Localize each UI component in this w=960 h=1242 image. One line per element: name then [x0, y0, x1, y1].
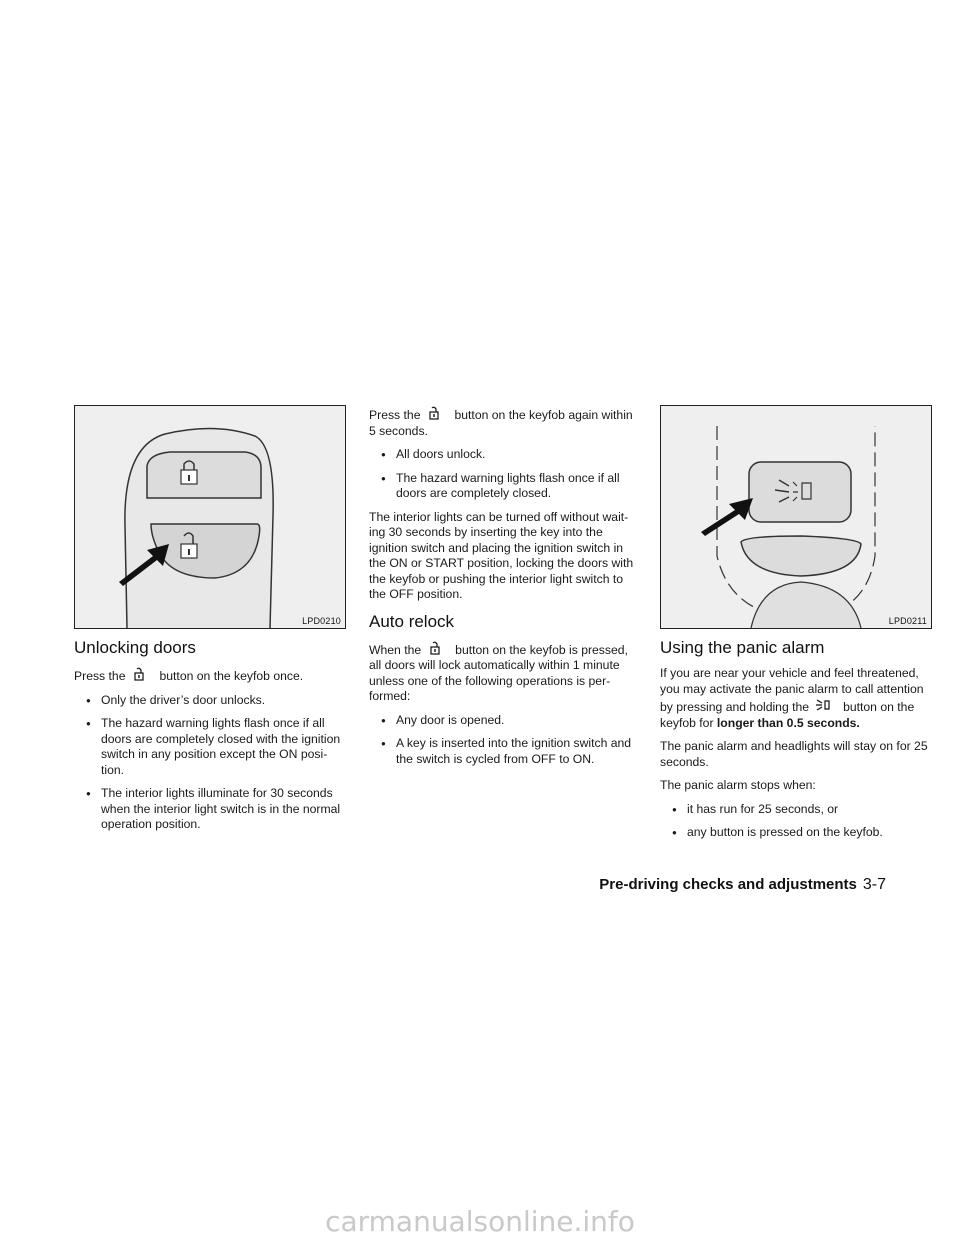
- panic-paragraph-1: The panic alarm and headlights will stay on for 25 seconds.: [660, 739, 928, 769]
- relock-intro: When the button on the keyfob is pressed, all doors will lock automatically within 1 minute unless one of the following operations is per- formed:: [369, 640, 641, 705]
- keyfob-unlock-figure: [74, 405, 346, 629]
- list-item: ● A key is inserted into the ignition switch and the switch is cycled from OFF to ON.: [369, 736, 641, 767]
- list-item: ● The hazard warning lights flash once if all doors are completely closed with the ignition switch in any position except the ON posi- tion.: [74, 716, 346, 778]
- list-item: ● Only the driver’s door unlocks.: [74, 693, 346, 709]
- panic-icon: [815, 697, 831, 713]
- arrow-pointer: [701, 498, 753, 536]
- middle-column: [369, 405, 641, 775]
- unlock-icon: [426, 405, 442, 421]
- again-paragraph: The interior lights can be turned off without wait- ing 30 seconds by inserting the key into the ignition switch and placing the ignition switch in the ON or START position, locking the doors with the keyfob or pushing the interior light switch to the OFF position.: [369, 509, 634, 601]
- page-footer: [599, 876, 886, 894]
- list-item: ● Any door is opened.: [369, 713, 641, 729]
- right-column: [660, 405, 932, 849]
- relock-bullets: [369, 713, 641, 768]
- again-intro: Press the button on the keyfob again within 5 seconds.: [369, 405, 641, 439]
- figure-code: LPD0210: [302, 616, 341, 626]
- list-item: ● it has run for 25 seconds, or: [660, 802, 932, 818]
- panic-heading: Using the panic alarm: [660, 638, 825, 657]
- unlocking-heading: Unlocking doors: [74, 638, 196, 657]
- panic-intro: If you are near your vehicle and feel threatened, you may activate the panic alarm to call attention by pressing and holding the button on the keyfob for longer than 0.5 seconds.: [660, 666, 924, 730]
- keyfob-unlock-illustration: [75, 406, 345, 628]
- list-item: ● The hazard warning lights flash once if all doors are completely closed.: [369, 471, 641, 502]
- list-item: ● All doors unlock.: [369, 447, 641, 463]
- again-bullets: [369, 447, 641, 502]
- page-number: 3-7: [862, 876, 886, 893]
- relock-heading: Auto relock: [369, 611, 455, 631]
- list-item: ● any button is pressed on the keyfob.: [660, 825, 932, 841]
- section-title: Pre-driving checks and adjustments: [599, 876, 857, 893]
- panic-paragraph-2: The panic alarm stops when:: [660, 778, 816, 792]
- unlocking-bullets: [74, 693, 346, 833]
- list-item: ● The interior lights illuminate for 30 seconds when the interior light switch is in the normal operation position.: [74, 786, 346, 833]
- left-column: [74, 405, 346, 841]
- keyfob-panic-figure: [660, 405, 932, 629]
- unlock-icon: [427, 640, 443, 656]
- unlocking-intro: Press the button on the keyfob once.: [74, 666, 346, 685]
- unlock-icon: [131, 666, 147, 682]
- keyfob-panic-illustration: [661, 406, 931, 628]
- panic-bullets: [660, 802, 932, 841]
- watermark: carmanualsonline.info: [325, 1205, 635, 1238]
- figure-code: LPD0211: [888, 616, 927, 626]
